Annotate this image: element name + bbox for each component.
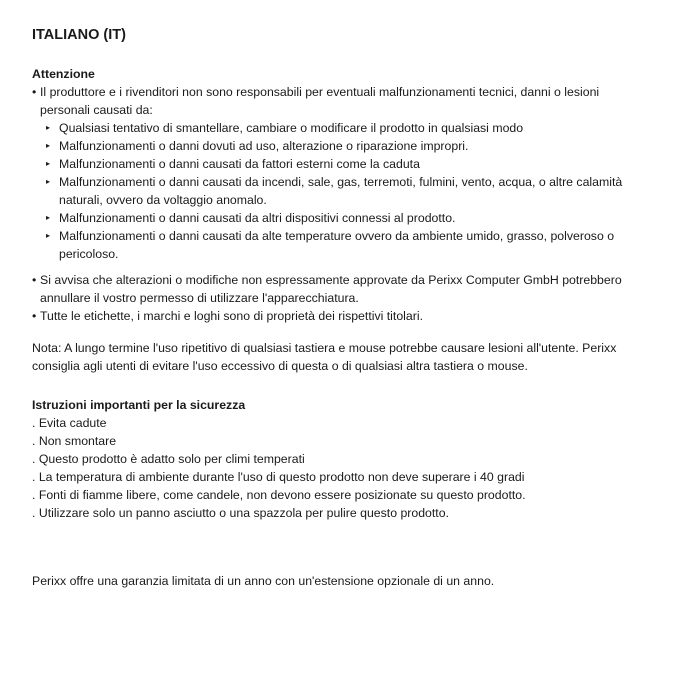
liability-causes-list <box>32 119 652 263</box>
list-item-text: Malfunzionamenti o danni causati da incendi, sale, gas, terremoti, fulmini, vento, acqua, o altre calamità naturali, ovvero da voltaggio anomalo. <box>59 175 623 207</box>
bullet-text: Si avvisa che alterazioni o modifiche non espressamente approvate da Perixx Computer GmbH potrebbero annullare il vostro permesso di utilizzare l'apparecchiatura. <box>40 273 622 305</box>
bullet-text: Tutte le etichette, i marchi e loghi sono di proprietà dei rispettivi titolari. <box>40 309 423 323</box>
spacer <box>32 375 652 396</box>
bullet-text: Il produttore e i rivenditori non sono responsabili per eventuali malfunzionamenti tecnici, danni o lesioni personali causati da: <box>40 85 600 117</box>
safety-heading: Istruzioni importanti per la sicurezza <box>32 398 246 412</box>
list-item: . La temperatura di ambiente durante l'uso di questo prodotto non deve superare i 40 gradi <box>32 470 525 484</box>
list-item <box>32 173 652 209</box>
bullet-marker: • <box>32 309 37 323</box>
list-item: . Fonti di fiamme libere, come candele, non devono essere posizionate su questo prodotto. <box>32 488 526 502</box>
list-item: . Non smontare <box>32 434 117 448</box>
trademarks-bullet <box>32 307 652 325</box>
warranty-statement: Perixx offre una garanzia limitata di un anno con un'estensione opzionale di un anno. <box>32 574 495 588</box>
list-item <box>32 227 652 263</box>
list-item-text: Malfunzionamenti o danni causati da fattori esterni come la caduta <box>59 157 420 171</box>
spacer <box>32 325 652 339</box>
arrow-bullet-icon: ▸ <box>46 123 51 132</box>
list-item-text: Malfunzionamenti o danni causati da altri dispositivi connessi al prodotto. <box>59 211 456 225</box>
list-item-text: Qualsiasi tentativo di smantellare, cambiare o modificare il prodotto in qualsiasi modo <box>59 121 524 135</box>
spacer <box>32 522 652 572</box>
arrow-bullet-icon: ▸ <box>46 141 51 150</box>
language-title: ITALIANO (IT) <box>32 27 126 43</box>
bullet-marker: • <box>32 85 37 99</box>
arrow-bullet-icon: ▸ <box>46 177 51 186</box>
list-item <box>32 137 652 155</box>
ergonomics-note: Nota: A lungo termine l'uso ripetitivo di qualsiasi tastiera e mouse potrebbe causare lesioni all'utente. Perixx consiglia agli utenti di evitare l'uso eccessivo di questa o di qualsiasi altra tastiera o mouse. <box>32 341 617 373</box>
attention-heading: Attenzione <box>32 67 95 81</box>
arrow-bullet-icon: ▸ <box>46 159 51 168</box>
list-item-text: Malfunzionamenti o danni causati da alte temperature ovvero da ambiente umido, grasso, polveroso o pericoloso. <box>59 229 615 261</box>
list-item: . Utilizzare solo un panno asciutto o una spazzola per pulire questo prodotto. <box>32 506 449 520</box>
arrow-bullet-icon: ▸ <box>46 231 51 240</box>
arrow-bullet-icon: ▸ <box>46 213 51 222</box>
list-item <box>32 209 652 227</box>
list-item: . Evita cadute <box>32 416 107 430</box>
safety-instructions-list <box>32 414 652 522</box>
list-item: . Questo prodotto è adatto solo per climi temperati <box>32 452 305 466</box>
list-item <box>32 155 652 173</box>
list-item-text: Malfunzionamenti o danni dovuti ad uso, alterazione o riparazione impropri. <box>59 139 469 153</box>
attention-intro-bullet <box>32 83 652 119</box>
modification-warning-bullet <box>32 271 652 307</box>
spacer <box>32 263 652 271</box>
bullet-marker: • <box>32 273 37 287</box>
list-item <box>32 119 652 137</box>
